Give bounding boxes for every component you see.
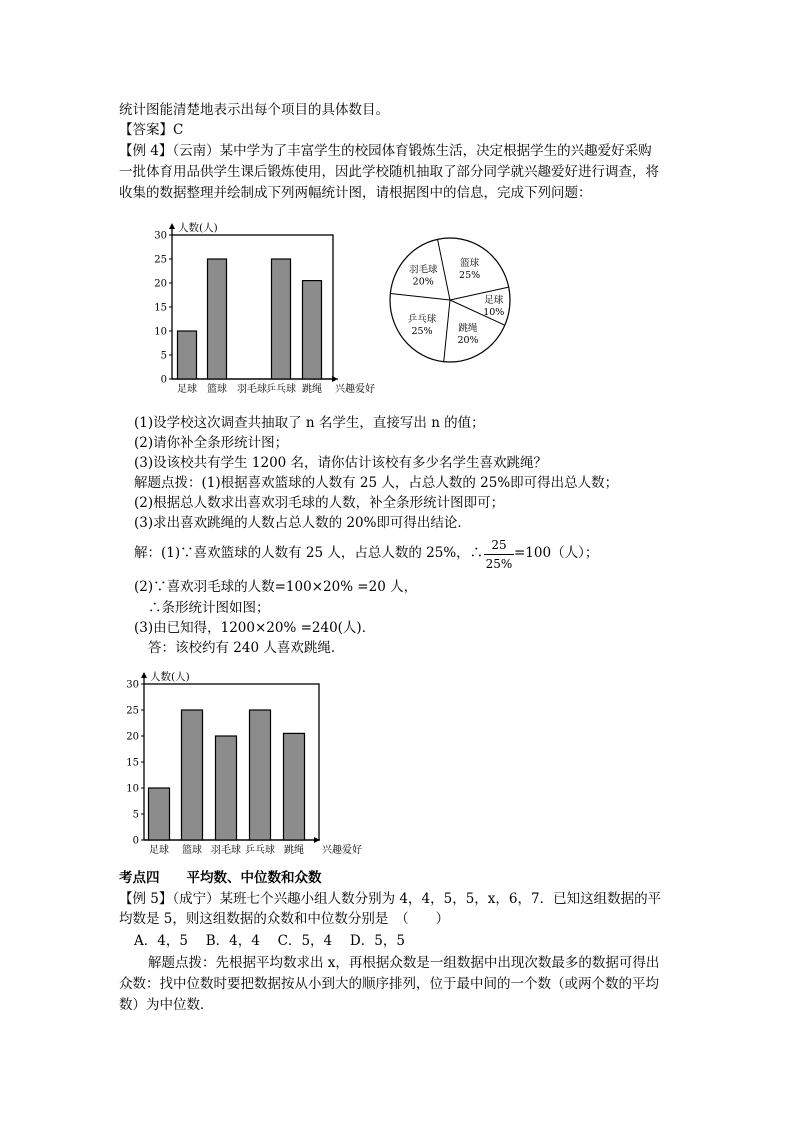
bar <box>284 733 305 840</box>
x-tick-label: 跳绳 <box>284 845 304 856</box>
y-tick-label: 0 <box>132 835 139 847</box>
x-tick-label: 乒乓球 <box>245 845 275 856</box>
x-tick-label: 跳绳 <box>302 384 322 395</box>
solution-5: 答：该校约有 240 人喜欢跳绳． <box>148 640 345 656</box>
hint-3: (3)求出喜欢跳绳的人数占总人数的 20%即可得出结论． <box>134 515 471 531</box>
example4-line3: 收集的数据整理并绘制成下列两幅统计图，请根据图中的信息，完成下列问题： <box>119 185 592 201</box>
y-tick-label: 0 <box>160 374 167 386</box>
y-tick-label: 20 <box>154 278 167 290</box>
example5-line1: 【例 5】（成宁）某班七个兴趣小组人数分别为 4，4，5，5，x，6，7．已知这组数据的平 <box>119 891 662 907</box>
pie-chart <box>385 225 515 375</box>
question-2: (2)请你补全条形统计图； <box>134 435 289 451</box>
bar <box>303 281 322 379</box>
y-axis-label: 人数(人) <box>150 671 190 683</box>
x-tick-label: 足球 <box>177 384 197 395</box>
x-tick-label: 乒乓球 <box>266 384 296 395</box>
solution-1: 解：(1)∵喜欢篮球的人数有 25 人，占总人数的 25%，∴ <box>134 545 484 561</box>
y-tick-label: 15 <box>126 757 139 769</box>
tip-line3: 数）为中位数． <box>119 997 214 1013</box>
y-axis-label: 人数(人) <box>178 222 218 234</box>
solution-1-result: =100（人）； <box>514 545 599 561</box>
bar <box>182 710 203 840</box>
fraction-numerator: 25 <box>491 538 507 552</box>
pie-slice-percent: 25% <box>459 270 481 282</box>
example4-line1: 【例 4】（云南）某中学为了丰富学生的校园体育锻炼生活，决定根据学生的兴趣爱好采购 <box>119 143 652 159</box>
y-tick-label: 25 <box>126 705 139 717</box>
bar <box>149 788 170 840</box>
x-tick-label: 羽毛球 <box>211 845 241 856</box>
example5-line2: 均数是 5，则这组数据的众数和中位数分别是 （ ） <box>119 911 450 927</box>
y-axis-arrow <box>141 672 147 678</box>
solution-2: (2)∵喜欢羽毛球的人数=100×20% =20 人， <box>134 579 418 595</box>
x-tick-label: 羽毛球 <box>237 384 267 395</box>
x-axis-arrow <box>332 376 338 382</box>
y-axis-arrow <box>169 223 175 229</box>
pie-slice-label: 羽毛球 <box>408 264 438 276</box>
bar-chart-2 <box>112 662 382 862</box>
y-tick-label: 25 <box>154 254 167 266</box>
x-tick-label: 足球 <box>149 845 169 856</box>
y-tick-label: 30 <box>126 679 139 691</box>
hint-2: (2)根据总人数求出喜欢羽毛球的人数，补全条形统计图即可； <box>134 495 505 511</box>
question-3: (3)设该校共有学生 1200 名，请你估计该校有多少名学生喜欢跳绳？ <box>134 455 548 471</box>
y-tick-label: 5 <box>132 809 139 821</box>
fraction-denominator: 25% <box>485 557 513 571</box>
pie-slice-label: 跳绳 <box>458 322 478 334</box>
pie-slice-label: 乒乓球 <box>407 313 437 325</box>
y-tick-label: 10 <box>126 783 139 795</box>
x-tick-label: 篮球 <box>182 845 202 856</box>
pie-slice-label: 篮球 <box>460 258 480 270</box>
y-tick-label: 5 <box>160 350 167 362</box>
fraction-bar <box>484 554 514 555</box>
bar <box>250 710 271 840</box>
y-tick-label: 10 <box>154 326 167 338</box>
pie-slice-percent: 25% <box>411 325 433 337</box>
pie-slice-percent: 10% <box>483 306 505 318</box>
fraction <box>484 538 514 571</box>
solution-4: (3)由已知得，1200×20% =240(人)． <box>134 620 376 636</box>
tip-line2: 众数：找中位数时要把数据按从小到大的顺序排列，位于最中间的一个数（或两个数的平均 <box>119 976 659 992</box>
section-heading: 考点四 平均数、中位数和众数 <box>119 870 322 886</box>
pie-slice-label: 足球 <box>484 294 504 306</box>
answer-line: 【答案】C <box>119 122 184 138</box>
pie-slice-percent: 20% <box>457 334 479 346</box>
y-tick-label: 20 <box>126 731 139 743</box>
bar <box>208 259 227 379</box>
y-tick-label: 30 <box>154 230 167 242</box>
hint-1: 解题点拨：(1)根据喜欢篮球的人数有 25 人，占总人数的 25%即可得出总人数； <box>134 475 619 491</box>
bar <box>178 331 197 379</box>
example4-line2: 一批体育用品供学生课后锻炼使用，因此学校随机抽取了部分同学就兴趣爱好进行调查，将 <box>119 164 659 180</box>
bar <box>216 736 237 840</box>
tip-line1: 解题点拨：先根据平均数求出 x，再根据众数是一组数据中出现次数最多的数据可得出 <box>148 955 660 971</box>
options: A．4，5 B．4，4 C．5，4 D．5，5 <box>134 933 405 949</box>
x-axis-label: 兴趣爱好 <box>322 845 362 856</box>
text-line: 统计图能清楚地表示出每个项目的具体数目。 <box>119 102 389 118</box>
x-axis-label: 兴趣爱好 <box>335 384 375 395</box>
solution-3: ∴条形统计图如图； <box>148 600 270 616</box>
question-1: (1)设学校这次调查共抽取了 n 名学生，直接写出 n 的值； <box>134 415 485 431</box>
bar-chart-1 <box>140 215 400 400</box>
y-tick-label: 15 <box>154 302 167 314</box>
bar <box>272 259 291 379</box>
pie-slice-percent: 20% <box>412 276 434 288</box>
x-tick-label: 篮球 <box>207 384 227 395</box>
